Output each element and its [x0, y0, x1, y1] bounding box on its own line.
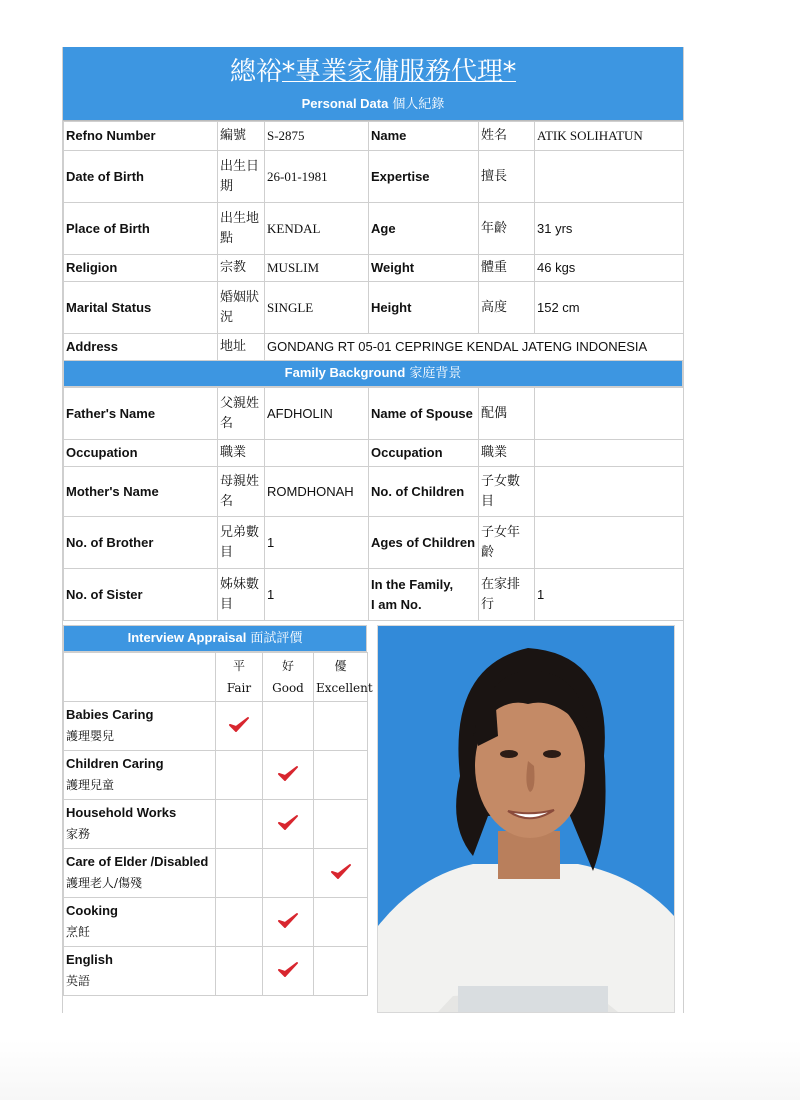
- check-icon: [330, 863, 352, 881]
- weight-value: 46 kgs: [535, 255, 684, 282]
- religion-value: MUSLIM: [265, 255, 369, 282]
- rating-cell-fair: [216, 947, 263, 996]
- subtitle-en: Personal Data: [301, 96, 389, 111]
- refno-label: Refno Number: [64, 122, 218, 151]
- family-rank-label: [369, 569, 479, 621]
- rating-col-zh: 好: [281, 659, 294, 673]
- skill-name: Children Caring: [66, 756, 164, 771]
- agency-title: [63, 47, 683, 91]
- weight-label: Weight: [369, 255, 479, 282]
- table-row: [64, 151, 684, 203]
- occupation-left-label: Occupation: [64, 440, 218, 467]
- rating-cell-good: [263, 898, 314, 947]
- children-zh: 子女數目: [479, 467, 535, 517]
- children-ages-label: Ages of Children: [369, 517, 479, 569]
- check-icon: [277, 765, 299, 783]
- header-banner: [63, 47, 683, 121]
- rating-cell-good: [263, 702, 314, 751]
- personal-data-table: [63, 121, 684, 361]
- table-row: [64, 334, 684, 361]
- dob-value: 26-01-1981: [265, 151, 369, 203]
- appraisal-corner: [64, 653, 216, 702]
- rating-cell-good: [263, 947, 314, 996]
- family-rank-label-line1: In the Family,: [371, 576, 454, 592]
- skill-name-zh: 護理老人/傷殘: [66, 876, 143, 890]
- expertise-label: Expertise: [369, 151, 479, 203]
- table-row: [64, 849, 368, 898]
- skill-name-zh: 護理兒童: [66, 778, 115, 792]
- mother-value: ROMDHONAH: [265, 467, 369, 517]
- paper-edge: [0, 1040, 800, 1100]
- rating-cell-excellent: [314, 800, 368, 849]
- rating-cell-fair: [216, 898, 263, 947]
- name-zh: 姓名: [479, 122, 535, 151]
- dob-zh: 出生日期: [218, 151, 265, 203]
- table-row: [64, 255, 684, 282]
- spouse-label: Name of Spouse: [369, 388, 479, 440]
- spouse-value: [535, 388, 684, 440]
- check-icon: [228, 716, 250, 734]
- skill-name-zh: 家務: [66, 827, 91, 841]
- table-row: [64, 282, 684, 334]
- children-value: [535, 467, 684, 517]
- appraisal-rows: [64, 702, 368, 996]
- children-ages-zh: 子女年齡: [479, 517, 535, 569]
- rating-cell-good: [263, 849, 314, 898]
- table-row: [64, 898, 368, 947]
- appraisal-table: [63, 652, 373, 996]
- subtitle-zh: 個人紀錄: [392, 97, 445, 112]
- applicant-portrait: [378, 626, 674, 1012]
- rating-cell-fair: [216, 702, 263, 751]
- family-section-zh: 家庭背景: [409, 366, 462, 381]
- father-label: Father's Name: [64, 388, 218, 440]
- rating-col-zh: 優: [334, 659, 347, 673]
- refno-zh: 編號: [218, 122, 265, 151]
- skill-cell: [64, 702, 216, 751]
- rating-col-en: Good: [272, 681, 304, 695]
- table-row: [64, 388, 684, 440]
- interview-appraisal: [63, 625, 373, 996]
- lower-section: [63, 621, 683, 1013]
- father-zh: 父親姓名: [218, 388, 265, 440]
- family-rank-value: 1: [535, 569, 684, 621]
- rating-col-excellent: [314, 653, 373, 702]
- rating-cell-excellent: [314, 702, 368, 751]
- rating-cell-fair: [216, 800, 263, 849]
- brothers-zh: 兄弟數目: [218, 517, 265, 569]
- name-value: ATIK SOLIHATUN: [535, 122, 684, 151]
- applicant-photo: [377, 625, 675, 1013]
- section-personal-data: [63, 91, 683, 120]
- age-zh: 年齡: [479, 203, 535, 255]
- rating-cell-excellent: [314, 751, 368, 800]
- rating-cell-fair: [216, 849, 263, 898]
- skill-cell: [64, 751, 216, 800]
- occupation-right-zh: 職業: [479, 440, 535, 467]
- occupation-left-value: [265, 440, 369, 467]
- skill-cell: [64, 849, 216, 898]
- skill-name-zh: 烹飪: [66, 925, 91, 939]
- sisters-value: 1: [265, 569, 369, 621]
- expertise-value: [535, 151, 684, 203]
- check-icon: [277, 912, 299, 930]
- dob-label: Date of Birth: [64, 151, 218, 203]
- rating-col-zh: 平: [232, 659, 245, 673]
- sisters-zh: 姊妹數目: [218, 569, 265, 621]
- rating-col-en: Excellent: [316, 681, 373, 695]
- skill-name: Cooking: [66, 903, 118, 918]
- sisters-label: No. of Sister: [64, 569, 218, 621]
- appraisal-header-row: [64, 653, 368, 702]
- rating-col-good: [263, 653, 314, 702]
- religion-label: Religion: [64, 255, 218, 282]
- family-section-en: Family Background: [284, 365, 406, 380]
- title-main: *專業家傭服務代理*: [282, 57, 517, 87]
- table-row: [64, 467, 684, 517]
- mother-label: Mother's Name: [64, 467, 218, 517]
- weight-zh: 體重: [479, 255, 535, 282]
- rating-col-en: Fair: [226, 681, 252, 695]
- appraisal-section-zh: 面試評價: [250, 631, 303, 646]
- address-label: Address: [64, 334, 218, 361]
- rating-cell-good: [263, 751, 314, 800]
- table-row: [64, 440, 684, 467]
- appraisal-section-en: Interview Appraisal: [127, 630, 247, 645]
- marital-value: SINGLE: [265, 282, 369, 334]
- check-icon: [277, 961, 299, 979]
- height-label: Height: [369, 282, 479, 334]
- marital-zh: 婚姻狀況: [218, 282, 265, 334]
- children-label: No. of Children: [369, 467, 479, 517]
- children-ages-value: [535, 517, 684, 569]
- occupation-right-label: Occupation: [369, 440, 479, 467]
- father-value: AFDHOLIN: [265, 388, 369, 440]
- rating-col-fair: [216, 653, 263, 702]
- table-row: [64, 569, 684, 621]
- height-zh: 高度: [479, 282, 535, 334]
- rating-cell-good: [263, 800, 314, 849]
- pob-label: Place of Birth: [64, 203, 218, 255]
- family-rank-label-line2: I am No.: [371, 596, 422, 612]
- pob-zh: 出生地點: [218, 203, 265, 255]
- name-label: Name: [369, 122, 479, 151]
- skill-cell: [64, 947, 216, 996]
- table-row: [64, 751, 368, 800]
- expertise-zh: 擅長: [479, 151, 535, 203]
- rating-cell-excellent: [314, 947, 368, 996]
- skill-name: Household Works: [66, 805, 177, 820]
- rating-cell-fair: [216, 751, 263, 800]
- rating-cell-excellent: [314, 849, 368, 898]
- age-value: 31 yrs: [535, 203, 684, 255]
- spouse-zh: 配偶: [479, 388, 535, 440]
- age-label: Age: [369, 203, 479, 255]
- skill-cell: [64, 898, 216, 947]
- rating-cell-excellent: [314, 898, 368, 947]
- address-value: GONDANG RT 05-01 CEPRINGE KENDAL JATENG INDONESIA: [265, 334, 684, 361]
- family-table: [63, 387, 684, 621]
- skill-name: Care of Elder /Disabled: [66, 854, 209, 869]
- section-family-background: [63, 361, 683, 387]
- brothers-label: No. of Brother: [64, 517, 218, 569]
- skill-name-zh: 護理嬰兒: [66, 729, 115, 743]
- religion-zh: 宗教: [218, 255, 265, 282]
- family-rank-zh: 在家排行: [479, 569, 535, 621]
- check-icon: [277, 814, 299, 832]
- applicant-form: [62, 47, 684, 1013]
- brothers-value: 1: [265, 517, 369, 569]
- table-row: [64, 947, 368, 996]
- title-prefix: 總裕: [229, 57, 282, 87]
- marital-label: Marital Status: [64, 282, 218, 334]
- mother-zh: 母親姓名: [218, 467, 265, 517]
- table-row: [64, 203, 684, 255]
- height-value: 152 cm: [535, 282, 684, 334]
- table-row: [64, 702, 368, 751]
- section-interview-appraisal: [63, 625, 367, 652]
- table-row: [64, 122, 684, 151]
- skill-name: English: [66, 952, 113, 967]
- refno-value: S-2875: [265, 122, 369, 151]
- occupation-right-value: [535, 440, 684, 467]
- table-row: [64, 517, 684, 569]
- skill-name-zh: 英語: [66, 974, 91, 988]
- address-zh: 地址: [218, 334, 265, 361]
- pob-value: KENDAL: [265, 203, 369, 255]
- occupation-left-zh: 職業: [218, 440, 265, 467]
- skill-cell: [64, 800, 216, 849]
- table-row: [64, 800, 368, 849]
- skill-name: Babies Caring: [66, 707, 154, 722]
